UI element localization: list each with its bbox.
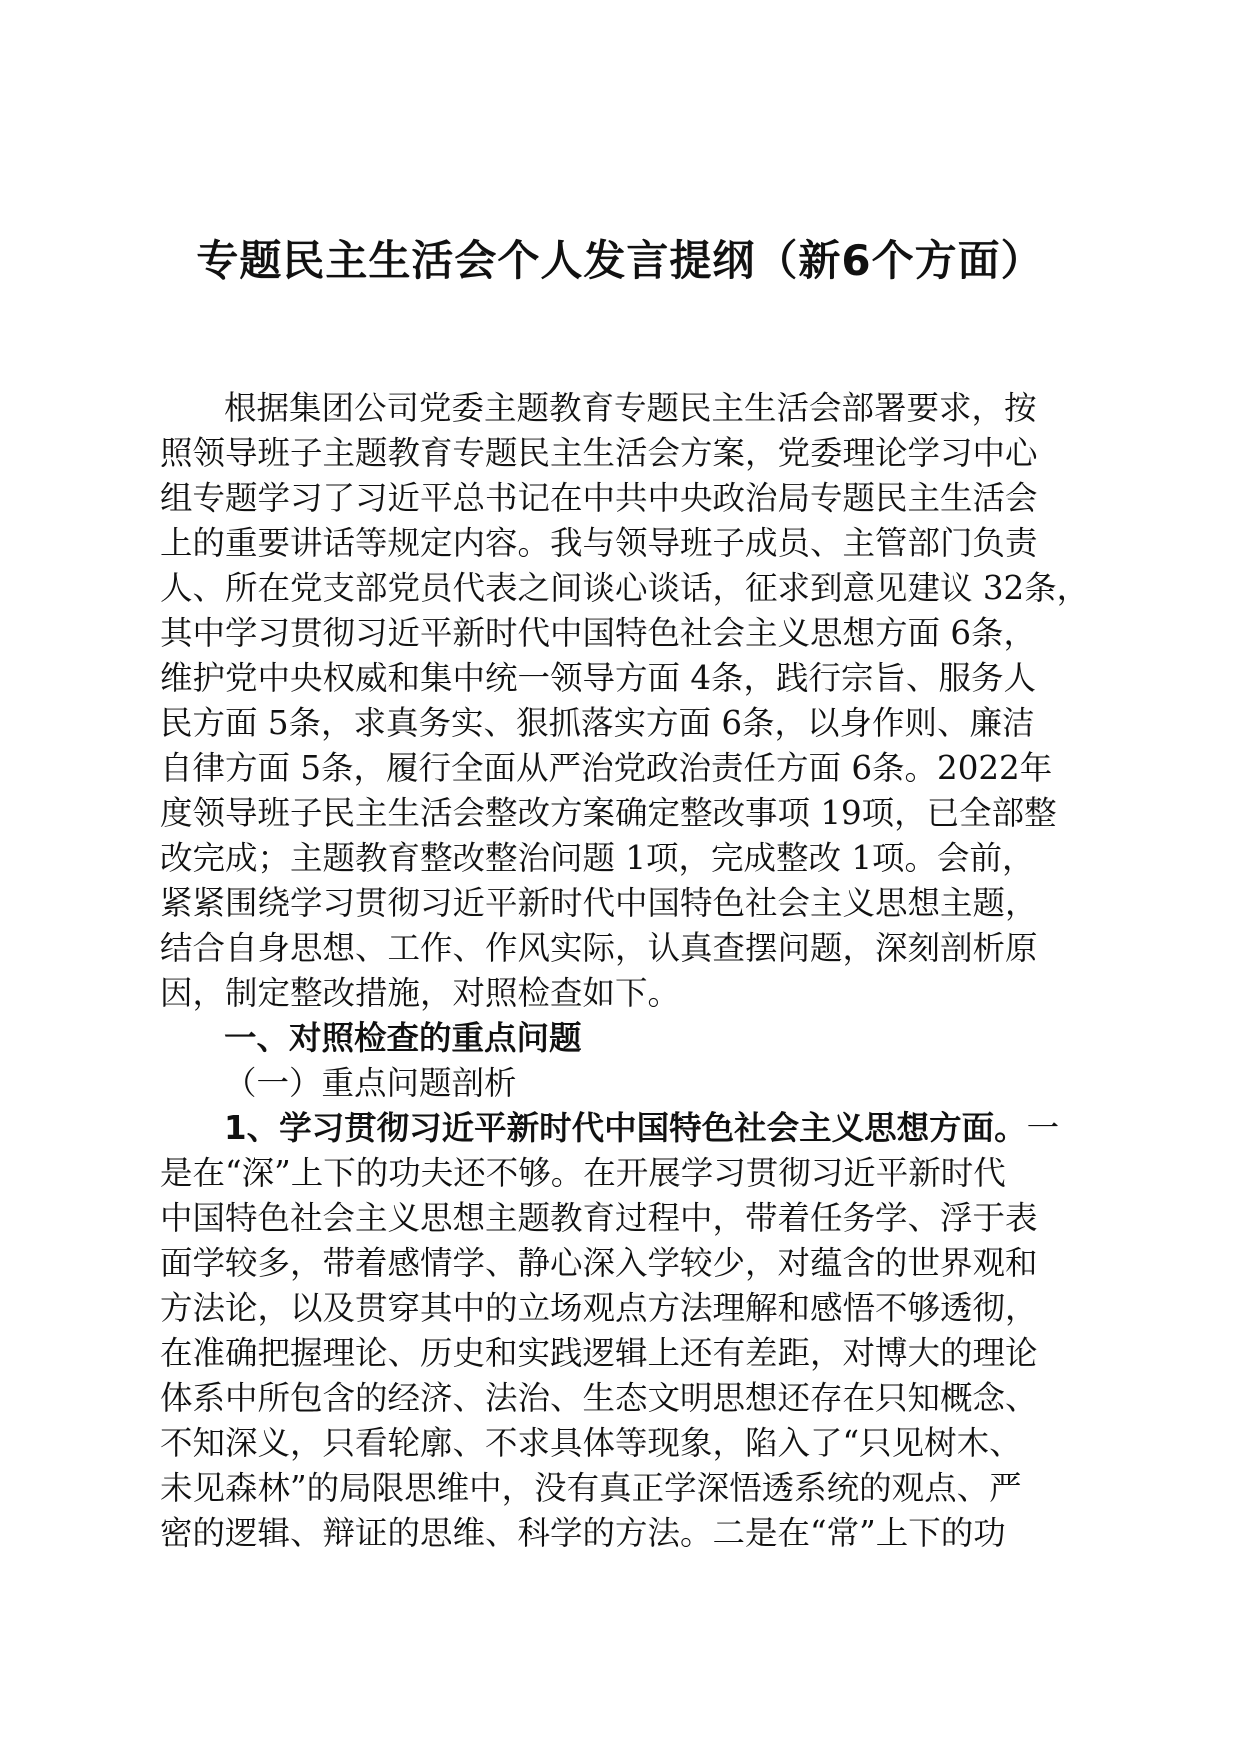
intro-line: 照领导班子主题教育专题民主生活会方案，党委理论学习中心	[160, 434, 1038, 472]
intro-line: 改完成；主题教育整改整治问题 1项，完成整改 1项。会前，	[160, 839, 1035, 877]
point-1-line: 方法论，以及贯穿其中的立场观点方法理解和感悟不够透彻，	[160, 1289, 1038, 1327]
point-1-line: 不知深义，只看轮廓、不求具体等现象，陷入了“只见树木、	[160, 1424, 1022, 1462]
intro-line: 自律方面 5条，履行全面从严治党政治责任方面 6条。2022年	[160, 749, 1053, 787]
point-1-line: 密的逻辑、辩证的思维、科学的方法。二是在“常”上下的功	[160, 1514, 1006, 1552]
section-heading: 一、对照检查的重点问题	[224, 1019, 582, 1057]
intro-line: 维护党中央权威和集中统一领导方面 4条，践行宗旨、服务人	[160, 659, 1037, 697]
point-1-line: 是在“深”上下的功夫还不够。在开展学习贯彻习近平新时代	[160, 1154, 1006, 1192]
document-title: 专题民主生活会个人发言提纲（新6个方面）	[196, 236, 1044, 285]
point-1-line: 在准确把握理论、历史和实践逻辑上还有差距，对博大的理论	[160, 1334, 1038, 1372]
point-1-first-line	[224, 1106, 1080, 1150]
intro-line: 上的重要讲话等规定内容。我与领导班子成员、主管部门负责	[160, 524, 1038, 562]
intro-line: 组专题学习了习近平总书记在中共中央政治局专题民主生活会	[160, 479, 1038, 517]
point-1-heading: 1、学习贯彻习近平新时代中国特色社会主义思想方面。	[224, 1109, 1027, 1147]
intro-line: 紧紧围绕学习贯彻习近平新时代中国特色社会主义思想主题，	[160, 884, 1038, 922]
subsection-heading: （一）重点问题剖析	[224, 1064, 517, 1102]
intro-line: 度领导班子民主生活会整改方案确定整改事项 19项，已全部整	[160, 794, 1057, 832]
point-1-line: 中国特色社会主义思想主题教育过程中，带着任务学、浮于表	[160, 1199, 1038, 1237]
point-1-line: 体系中所包含的经济、法治、生态文明思想还存在只知概念、	[160, 1379, 1038, 1417]
intro-line: 其中学习贯彻习近平新时代中国特色社会主义思想方面 6条，	[160, 614, 1037, 652]
intro-line: 因，制定整改措施，对照检查如下。	[160, 974, 681, 1012]
intro-line: 根据集团公司党委主题教育专题民主生活会部署要求，按	[224, 389, 1037, 427]
point-1-first-line-tail: 一	[1026, 1109, 1060, 1147]
point-1-line: 面学较多，带着感情学、静心深入学较少，对蕴含的世界观和	[160, 1244, 1038, 1282]
intro-line: 人、所在党支部党员代表之间谈心谈话，征求到意见建议 32条，	[160, 569, 1090, 607]
point-1-line: 未见森林”的局限思维中，没有真正学深悟透系统的观点、严	[160, 1469, 1022, 1507]
intro-line: 结合自身思想、工作、作风实际，认真查摆问题，深刻剖析原	[160, 929, 1038, 967]
intro-line: 民方面 5条，求真务实、狠抓落实方面 6条，以身作则、廉洁	[160, 704, 1035, 742]
